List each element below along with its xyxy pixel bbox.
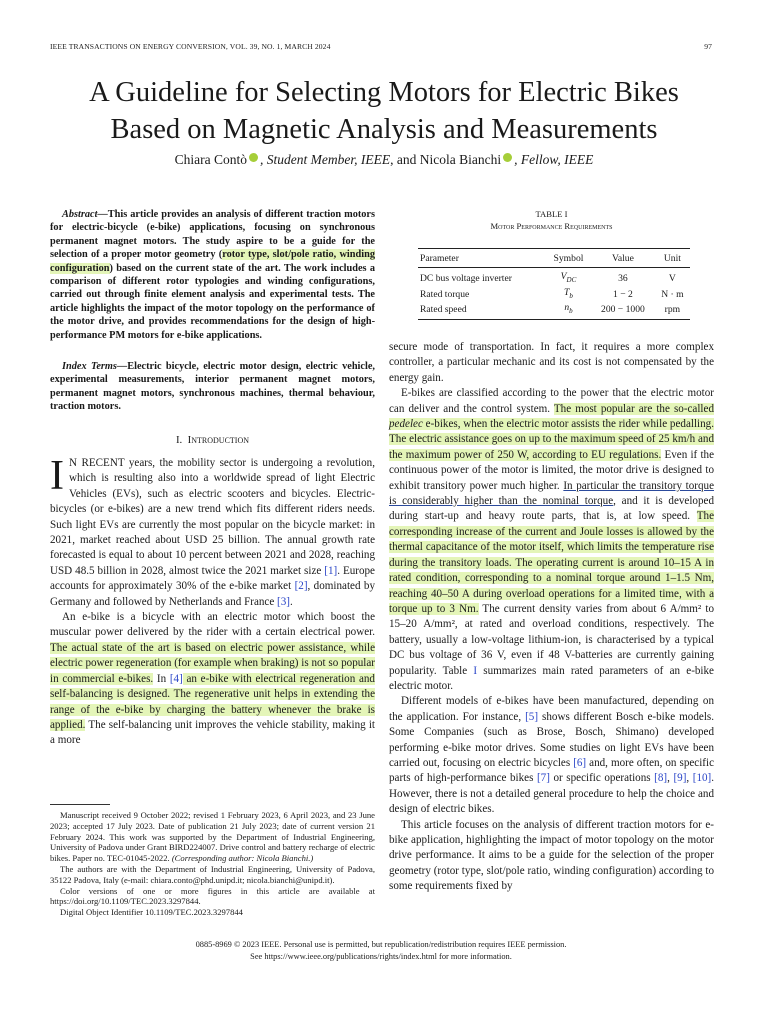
table-cell: 36: [618, 273, 628, 285]
author-2-role: , Fellow, IEEE: [514, 152, 594, 167]
color-versions-note: Color versions of one or more figures in this article are available at https://doi.org/10.1109/TEC.2023.3297844.: [50, 885, 375, 907]
continued-paragraph: secure mode of transportation. In fact, it requires a more complex controller, a particular mechanic and its cost is not compensated by the energy gain.: [389, 341, 714, 384]
author-line: [40, 152, 728, 168]
body-text: summarizes main rated parameters of an e-bike electric motor.: [389, 664, 714, 692]
article-focus-paragraph: This article focuses on the analysis of different traction motors for e-bike application, highlighting the impact of motor topology on the motor drive performance. It aims to be a guide for the selection of the proper geometry (rotor type, slot/pole ratio, winding configuration) according to some requirements fixed by: [389, 818, 714, 893]
motor-requirements-table: [418, 248, 690, 320]
citation-link[interactable]: [7]: [536, 772, 550, 785]
body-text: Even if the continuous power of the motor is limited, the motor drive is designed to exhibit transitory power much higher.: [389, 448, 714, 492]
citation-link[interactable]: [8]: [654, 772, 668, 785]
table-row: [418, 302, 690, 320]
affiliation-note: The authors are with the Department of Industrial Engineering, University of Padova, 35122 Padova, Italy (e-mail: chiara.conto@phd.unipd.it; nicola.bianchi@unipd.it).: [50, 863, 375, 885]
highlighted-text: The corresponding increase of the current and Joule losses is allowed by the thermal capacitance of the motor itself, which limits the temperature rise during the transitory loads. The operating current is around 10–15 A in rated condition, corresponding to a nominal torque around 1–1.5 Nm, reaching 40–50 A during overload operations for a limited time, with a torque up to 3 Nm.: [389, 510, 714, 615]
abstract-label: Abstract—: [62, 209, 108, 220]
copyright-line-1: 0885-8969 © 2023 IEEE. Personal use is permitted, but republication/redistribution requires IEEE permission.: [195, 940, 567, 949]
page-number: 97: [704, 42, 712, 51]
manuscript-note: Manuscript received 9 October 2022; revised 1 February 2023, 6 April 2023, and 23 June 2023; accepted 17 July 2023. Date of publication 21 July 2023; date of current version 21 February 2024. This work was supported by the Department of Industrial Engineering, University of Padova under Grant BIRD224007. Drive control and battery recharge of electric bikes. Paper no. TEC-01045-2022.: [50, 810, 375, 864]
paper-title: [40, 74, 728, 148]
abstract: [50, 208, 375, 342]
title-line-1: A Guideline for Selecting Motors for Electric Bikes: [89, 77, 679, 108]
doi-note: Digital Object Identifier 10.1109/TEC.2023.3297844: [60, 907, 243, 918]
highlighted-text: e-bikes, when the electric motor assists the rider while pedalling. The electric assistance goes on up to the maximum speed of 25 km/h and the maximum power of 250 W, according to EU regulations.: [389, 418, 714, 461]
body-text: , and it is developed during start-up and heavy route parts, that is, at low speed.: [389, 495, 714, 523]
intro-paragraph-2: An e-bike is a bicycle with an electric motor which boost the muscular power delivered by the rider with a certain electrical power.: [50, 611, 375, 639]
table-cell: rpm: [655, 302, 690, 320]
highlighted-text: The most popular are the so-called: [553, 402, 714, 415]
table-cell: 200 − 1000: [591, 302, 655, 320]
intro-text: . Europe accounts for approximately 30% of the e-bike market: [50, 564, 375, 593]
orcid-icon[interactable]: [503, 153, 512, 162]
title-line-2: Based on Magnetic Analysis and Measurements: [110, 114, 658, 145]
table-cell: 1 − 2: [613, 288, 633, 300]
introduction-text: [50, 453, 375, 749]
table-header: Parameter: [418, 249, 546, 268]
table-cell: $n_b$: [546, 302, 591, 320]
first-page-footnote: [50, 810, 375, 918]
table-row: [418, 287, 690, 302]
citation-link[interactable]: [2]: [294, 580, 308, 593]
orcid-icon[interactable]: [249, 153, 258, 162]
table-cell: $T_b$: [564, 286, 573, 300]
table-caption: [389, 208, 714, 232]
table-label: TABLE I: [535, 209, 568, 219]
citation-link[interactable]: [3]: [277, 595, 290, 608]
running-head: [50, 42, 712, 51]
table-cell: N · m: [661, 288, 684, 300]
citation-link[interactable]: [4]: [169, 672, 183, 685]
intro-text: , dominated by Germany and followed by Netherlands and France: [50, 580, 375, 608]
copyright-notice: [50, 939, 712, 962]
footnote-rule: [50, 804, 110, 805]
body-text: The current density varies from about 6 A/mm² to 15–20 A/mm², at rated and overload conditions, respectively. The battery, usually a low-voltage lithium-ion, is characterised by a typical DC bus voltage of 36 V, even if 48 V-batteries are currently gaining popularity. Table: [389, 602, 714, 677]
author-1-name: Chiara Contò: [174, 152, 248, 167]
table-header-row: [418, 249, 690, 268]
highlighted-text: an e-bike with electrical regeneration and self-balancing is designed. The regenerative unit helps in extending the range of the e-bike by charging the battery whenever the brake is applied.: [50, 672, 375, 731]
table-cell: Rated speed: [418, 302, 546, 320]
index-terms-label: Index Terms—: [62, 361, 128, 372]
table-cell: V: [668, 273, 676, 285]
table-link[interactable]: I: [473, 664, 478, 677]
section-title: Introduction: [187, 434, 250, 446]
citation-link[interactable]: [1]: [324, 564, 338, 577]
intro-paragraph-1: N RECENT years, the mobility sector is undergoing a revolution, which is resulting also into a worldwide spread of light Electric Vehicles (EVs), such as electric scooters and bicycles. Electric-bicycles (or e-bikes) are a new trend which fits different riders needs. Such light EVs are currently the most popular on the bicycle market: in 2021, market reached about USD 25 billion. The annual growth rate forecasted is equal to about 10 percent between 2021 and 2028, reaching USD 48.5 billion in 2028, almost twice the 2021 market size: [50, 457, 375, 577]
table-header: Value: [591, 249, 655, 268]
corresponding-author: (Corresponding author: Nicola Bianchi.): [171, 853, 314, 864]
author-1-role: , Student Member, IEEE: [260, 152, 391, 167]
abstract-highlight: rotor type, slot/pole ratio, winding configuration: [50, 249, 375, 274]
journal-name: IEEE TRANSACTIONS ON ENERGY CONVERSION, VOL. 39, NO. 1, MARCH 2024: [50, 42, 331, 51]
index-terms-text: Electric bicycle, electric motor design, electric vehicle, experimental measurements, interior permanent magnet motors, permanent magnet motors, synchronous machines, thermal behaviour, traction motors.: [50, 361, 375, 413]
body-text: and, more often, on specific parts of high-performance bikes: [389, 756, 714, 785]
table-header: Symbol: [546, 249, 591, 268]
section-number: I.: [175, 434, 183, 446]
section-heading: [50, 434, 375, 446]
body-text: ,: [667, 772, 674, 785]
abstract-text-end: ) based on the current state of the art. The work includes a comparison of different rotor typologies and winding configurations, carried out through finite element analysis and experimental tests. The article highlights the impact of the motor topology on the performance of the motor drive, and provides recommendations for the design of high-performance PM motors for e-bike applications.: [50, 262, 375, 341]
highlighted-text: The actual state of the art is based on electric power assistance, while electric power regeneration (for example when braking) is not so popular in commercial e-bikes.: [50, 641, 375, 685]
highlighted-text: pedelec: [389, 418, 423, 431]
citation-link[interactable]: [6]: [573, 756, 587, 769]
table-row: [418, 268, 690, 287]
body-text: ,: [686, 772, 693, 785]
table-header: Unit: [655, 249, 690, 268]
author-2-name: , and Nicola Bianchi: [390, 152, 502, 167]
table-title: Motor Performance Requirements: [490, 221, 613, 231]
citation-link[interactable]: [9]: [673, 772, 687, 785]
underlined-text: In particular the transitory torque is considerably higher than the nominal torque: [389, 479, 715, 508]
copyright-line-2: See https://www.ieee.org/publications/rights/index.html for more information.: [250, 951, 512, 961]
table-cell: Rated torque: [420, 288, 470, 300]
ebike-class-paragraph: E-bikes are classified according to the power that the electric motor can deliver and the control system.: [389, 387, 714, 415]
abstract-text: This article provides an analysis of different traction motors for electric-bicycle (e-bike) applications, focusing on synchronous permanent magnet motors. The study aspire to be a guide for the selection of a proper motor geometry (: [50, 209, 375, 261]
index-terms: [50, 360, 375, 414]
models-paragraph: Different models of e-bikes have been manufactured, depending on the application. For instance,: [389, 695, 714, 723]
body-text: . However, there is not a detailed general procedure to help the choice and design of electric bikes.: [389, 772, 715, 816]
body-text: or specific operations: [549, 772, 655, 785]
table-cell: DC bus voltage inverter: [420, 273, 512, 285]
intro-text: .: [289, 595, 293, 608]
drop-cap: I: [50, 453, 64, 499]
citation-link[interactable]: [5]: [525, 710, 539, 723]
body-text: shows different Bosch e-bike models. Some Companies (such as Brose, Bosch, Shimano) developed performing e-bike motor drives. Some studies on light EVs have been carried out, focusing on electric bicycles: [389, 710, 714, 769]
intro-text: In: [153, 672, 170, 685]
right-column-text: [389, 340, 714, 895]
citation-link[interactable]: [10]: [692, 772, 712, 785]
intro-text: The self-balancing unit improves the vehicle stability, making it a more: [50, 718, 375, 747]
table-cell: $V_{DC}$: [560, 271, 577, 285]
